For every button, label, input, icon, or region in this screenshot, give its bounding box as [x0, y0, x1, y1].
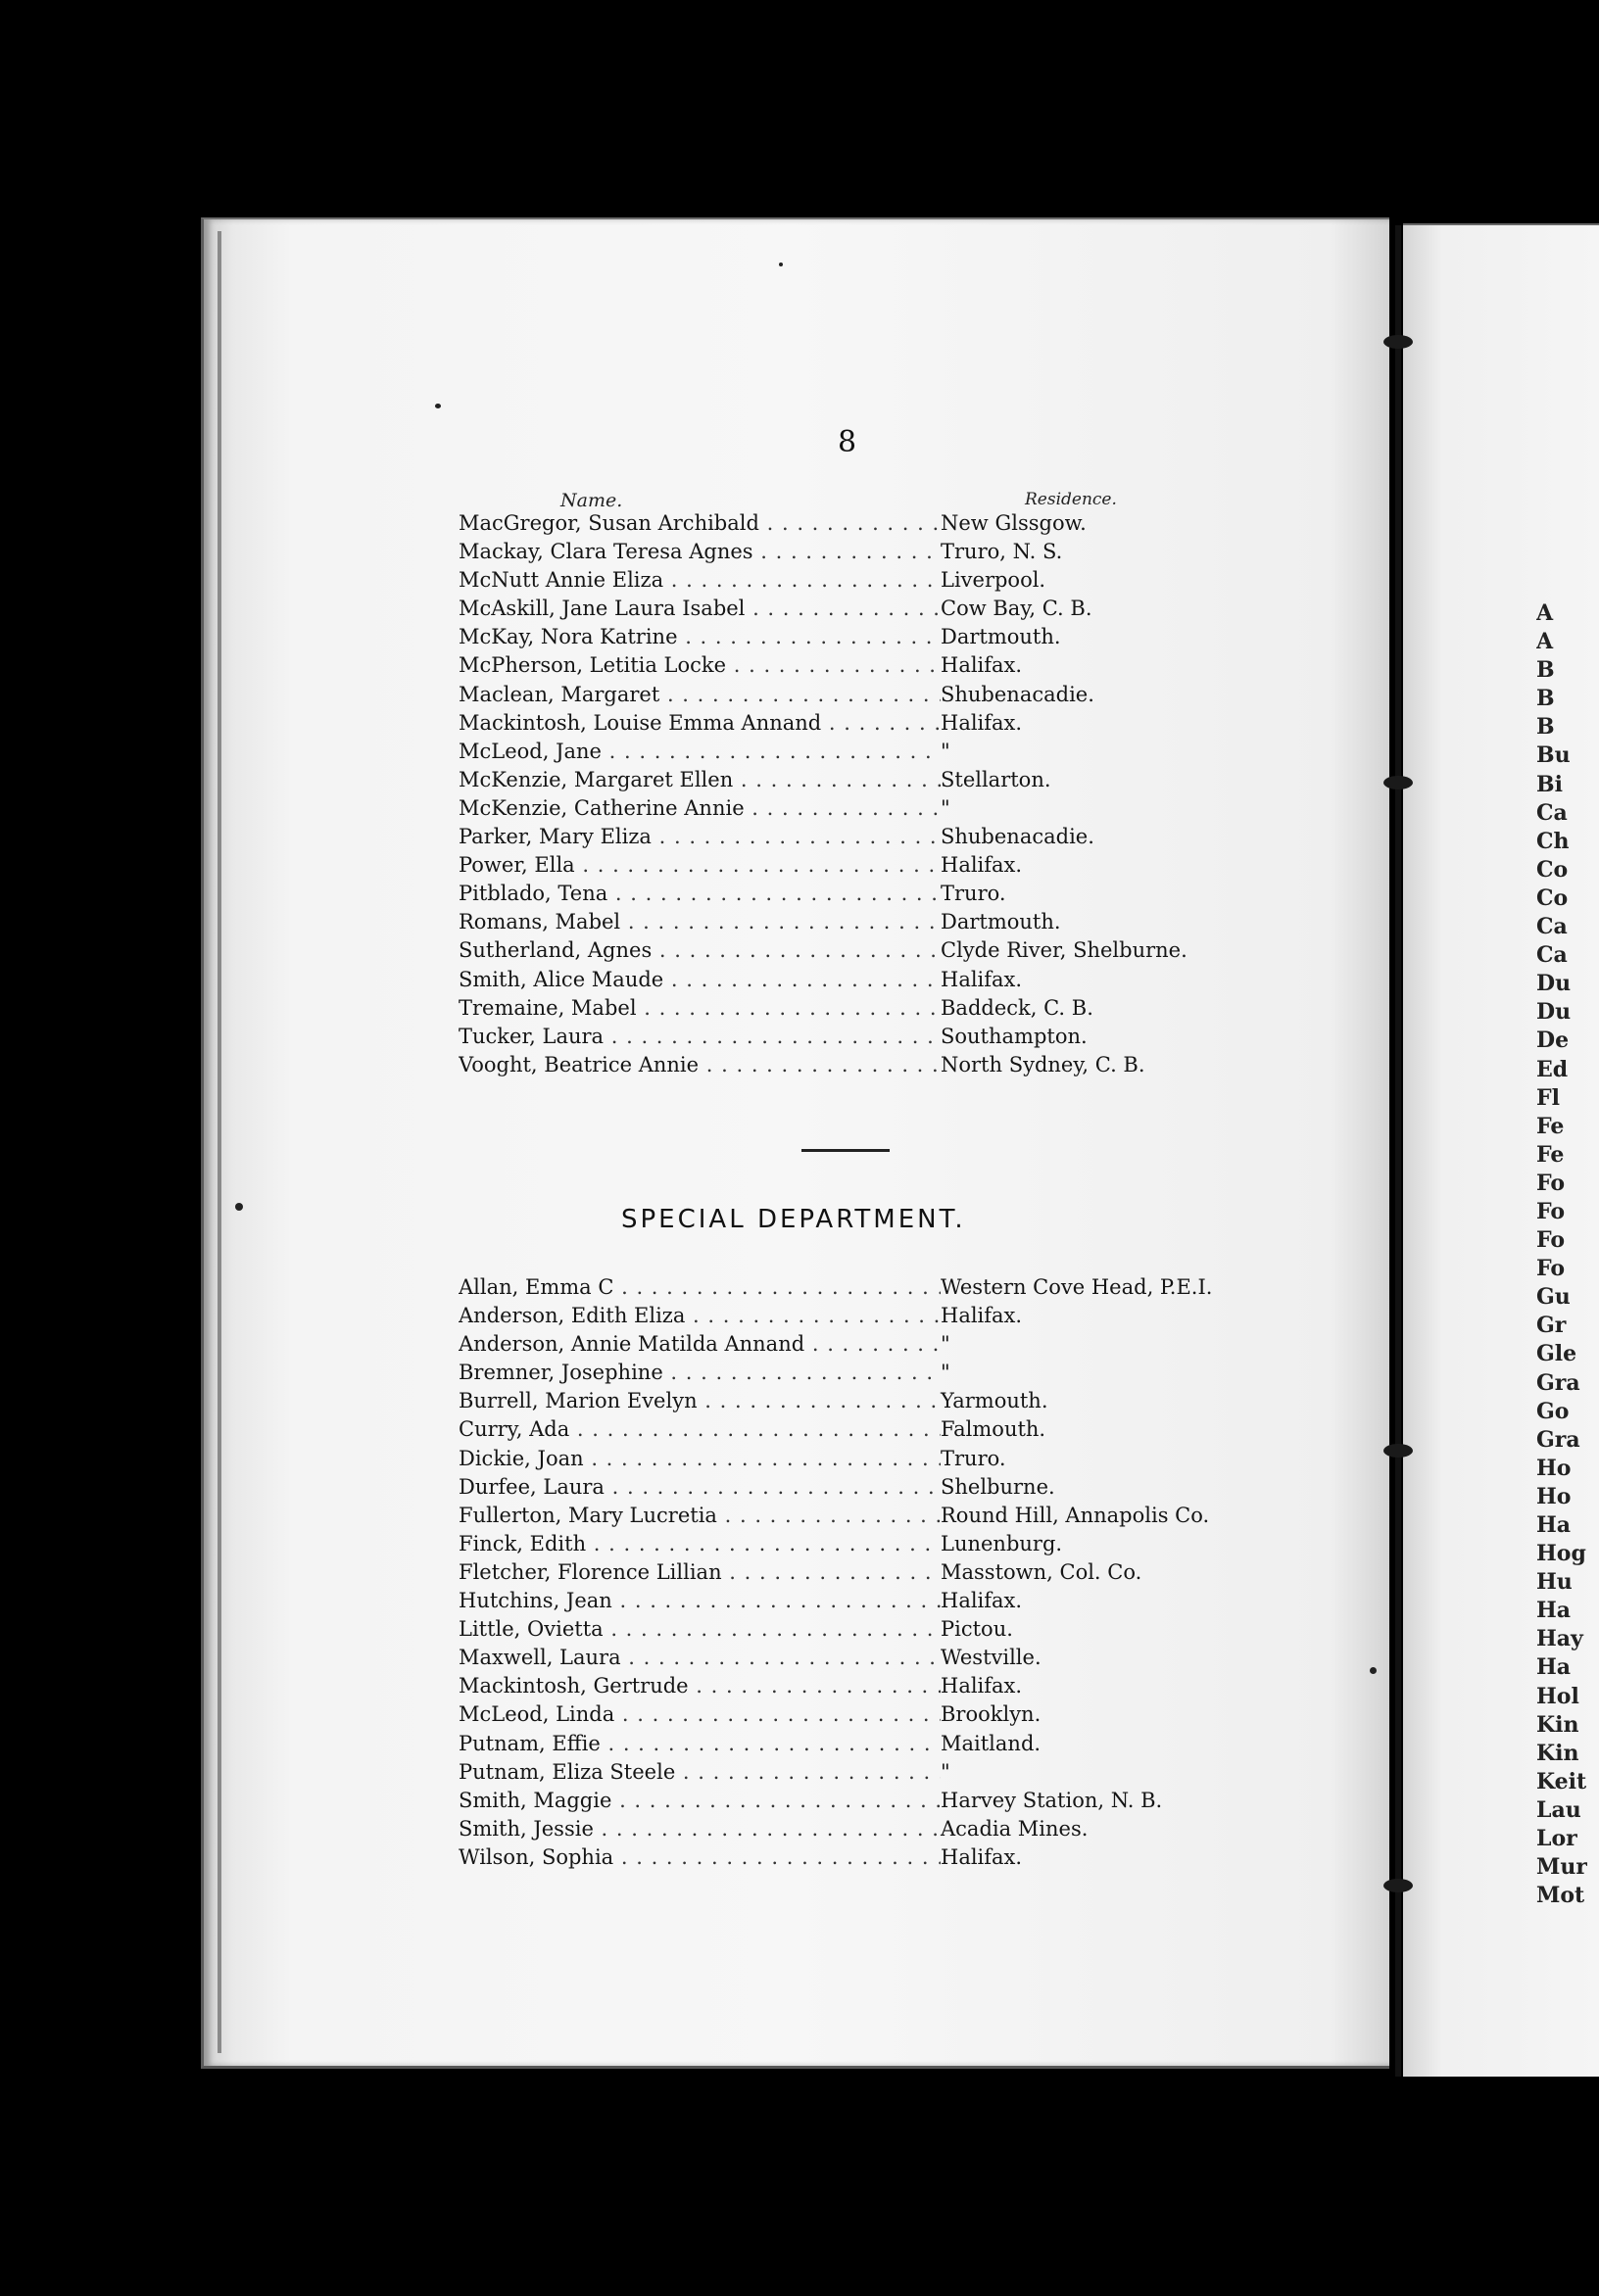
student-name-text: MacGregor, Susan Archibald — [459, 511, 759, 535]
student-name — [459, 623, 941, 651]
facing-page-fragment: Gr — [1536, 1313, 1567, 1339]
page-number: 8 — [838, 425, 857, 459]
student-name — [459, 709, 941, 738]
list-item — [459, 1359, 1212, 1387]
student-name-text: Hutchins, Jean — [459, 1589, 612, 1613]
facing-page-fragment: Fo — [1536, 1256, 1566, 1282]
student-residence: Pictou. — [941, 1617, 1013, 1642]
facing-page-fragment: Keit — [1536, 1768, 1587, 1794]
list-item — [459, 623, 1187, 651]
student-name-text: Anderson, Annie Matilda Annand — [459, 1332, 805, 1357]
facing-page-fragment: Fo — [1536, 1170, 1566, 1196]
facing-page-fragment: Bi — [1536, 771, 1563, 797]
binding-clip — [1383, 335, 1413, 349]
student-name-text: Sutherland, Agnes — [459, 938, 653, 963]
student-name — [459, 966, 941, 994]
student-residence: Dartmouth. — [941, 910, 1061, 934]
column-header-residence: Residence. — [1025, 490, 1117, 509]
student-name — [459, 908, 941, 936]
section-divider — [801, 1149, 890, 1152]
facing-page-fragment: Hu — [1536, 1569, 1573, 1596]
list-item — [459, 1023, 1187, 1051]
student-name-text: McKenzie, Margaret Ellen — [459, 767, 734, 791]
student-residence: Clyde River, Shelburne. — [941, 938, 1187, 963]
student-residence: Cow Bay, C. B. — [941, 597, 1092, 621]
facing-page-fragment: Du — [1536, 971, 1572, 997]
facing-page-fragment: Fo — [1536, 1227, 1566, 1254]
scan-speck — [1370, 1667, 1377, 1674]
student-residence: Acadia Mines. — [941, 1816, 1089, 1841]
facing-page-fragment: Ca — [1536, 799, 1568, 826]
list-item — [459, 1558, 1212, 1587]
student-name-text: Allan, Emma C — [459, 1275, 614, 1299]
column-header-name: Name. — [560, 490, 623, 511]
facing-page-fragment: Ha — [1536, 1598, 1572, 1624]
student-name-text: Dickie, Joan — [459, 1446, 584, 1470]
list-item — [459, 908, 1187, 936]
facing-page-fragment: B — [1536, 686, 1555, 712]
list-item — [459, 1672, 1212, 1700]
student-name-text: Smith, Maggie — [459, 1788, 612, 1812]
list-item — [459, 851, 1187, 880]
student-residence: Shubenacadie. — [941, 682, 1094, 706]
student-residence: Lunenburg. — [941, 1531, 1063, 1555]
student-name — [459, 1273, 941, 1302]
student-residence: Falmouth. — [941, 1417, 1046, 1442]
student-name — [459, 1587, 941, 1615]
scan-speck — [779, 263, 783, 266]
student-name-text: McPherson, Letitia Locke — [459, 653, 727, 678]
student-residence: Halifax. — [941, 967, 1023, 991]
student-name-text: Mackintosh, Gertrude — [459, 1674, 689, 1698]
student-name — [459, 1700, 941, 1729]
student-name — [459, 1359, 941, 1387]
facing-page-fragment: Fl — [1536, 1084, 1560, 1111]
student-name — [459, 738, 941, 766]
student-name-text: Little, Ovietta — [459, 1617, 604, 1642]
facing-page-fragment: Ed — [1536, 1056, 1569, 1082]
list-item — [459, 1644, 1212, 1672]
facing-page-fragment: Bu — [1536, 742, 1571, 769]
student-name-text: Parker, Mary Eliza — [459, 825, 652, 849]
student-residence: Yarmouth. — [941, 1389, 1048, 1413]
list-item — [459, 1587, 1212, 1615]
student-name-text: Bremner, Josephine — [459, 1361, 663, 1385]
student-name-text: Fletcher, Florence Lillian — [459, 1559, 722, 1584]
student-name-text: Smith, Jessie — [459, 1816, 594, 1841]
student-name — [459, 1644, 941, 1672]
student-name — [459, 766, 941, 794]
student-name-text: McKenzie, Catherine Annie — [459, 795, 745, 820]
student-residence: " — [941, 739, 950, 763]
facing-page-fragment: Kin — [1536, 1740, 1579, 1766]
facing-page-fragment: Hay — [1536, 1626, 1583, 1652]
list-item — [459, 1815, 1212, 1843]
student-name — [459, 823, 941, 851]
student-name — [459, 994, 941, 1023]
facing-page-fragment: Kin — [1536, 1711, 1579, 1738]
student-name-text: Tremaine, Mabel — [459, 995, 637, 1020]
list-item — [459, 994, 1187, 1023]
student-residence: Westville. — [941, 1646, 1042, 1670]
facing-page-fragment: Mur — [1536, 1854, 1587, 1881]
facing-page-fragment: Fe — [1536, 1141, 1565, 1168]
student-name — [459, 936, 941, 965]
student-name-text: Durfee, Laura — [459, 1474, 605, 1499]
list-item — [459, 823, 1187, 851]
student-name-text: Romans, Mabel — [459, 910, 621, 934]
facing-page-fragment: Ho — [1536, 1455, 1572, 1481]
student-residence: Harvey Station, N. B. — [941, 1788, 1163, 1812]
student-residence: Halifax. — [941, 853, 1023, 878]
student-name — [459, 681, 941, 709]
student-residence: Maitland. — [941, 1731, 1042, 1755]
list-item — [459, 1387, 1212, 1415]
list-item — [459, 566, 1187, 595]
page-edge — [218, 231, 221, 2053]
list-item — [459, 880, 1187, 908]
student-name — [459, 566, 941, 595]
student-residence: Brooklyn. — [941, 1702, 1042, 1727]
binding-spine — [1395, 225, 1401, 2077]
binding-clip — [1383, 776, 1413, 789]
list-item — [459, 1787, 1212, 1815]
facing-page-fragment: Du — [1536, 999, 1572, 1026]
student-name-text: McKay, Nora Katrine — [459, 625, 678, 649]
student-residence: " — [941, 1361, 950, 1385]
student-residence: Halifax. — [941, 1589, 1023, 1613]
student-name-text: Burrell, Marion Evelyn — [459, 1389, 698, 1413]
facing-page-fragment: Ca — [1536, 914, 1568, 940]
facing-page-fragment: Gra — [1536, 1369, 1580, 1396]
list-item — [459, 1730, 1212, 1758]
student-name — [459, 1758, 941, 1787]
student-name — [459, 1023, 941, 1051]
facing-page-fragment: Co — [1536, 856, 1569, 883]
facing-page-fragment: Ch — [1536, 828, 1570, 854]
student-name — [459, 595, 941, 623]
student-residence: New Glssgow. — [941, 511, 1087, 535]
student-name-text: McNutt Annie Eliza — [459, 568, 664, 593]
student-residence: Stellarton. — [941, 767, 1051, 791]
list-item — [459, 738, 1187, 766]
facing-page-fragment: Ho — [1536, 1483, 1572, 1509]
facing-page-fragment: Gra — [1536, 1426, 1580, 1453]
facing-page-fragment: Gu — [1536, 1284, 1571, 1311]
facing-page-fragment: A — [1536, 629, 1554, 655]
facing-page-fragment: Hol — [1536, 1683, 1579, 1709]
student-name — [459, 1730, 941, 1758]
student-name — [459, 1415, 941, 1444]
list-item — [459, 1502, 1212, 1530]
student-name-text: Fullerton, Mary Lucretia — [459, 1503, 717, 1527]
facing-page-fragment: Co — [1536, 885, 1569, 911]
facing-page-fragment: Mot — [1536, 1883, 1585, 1909]
student-name — [459, 1387, 941, 1415]
student-residence: Halifax. — [941, 1844, 1023, 1869]
list-item — [459, 595, 1187, 623]
student-name — [459, 1558, 941, 1587]
scan-speck — [235, 1203, 243, 1211]
student-residence: Southampton. — [941, 1024, 1088, 1048]
student-name-text: Wilson, Sophia — [459, 1844, 614, 1869]
student-residence: Liverpool. — [941, 568, 1046, 593]
facing-page-fragment: Go — [1536, 1398, 1570, 1424]
student-name — [459, 794, 941, 823]
student-residence: " — [941, 795, 950, 820]
student-residence: Halifax. — [941, 710, 1023, 735]
facing-page-fragment: De — [1536, 1028, 1570, 1054]
list-item — [459, 794, 1187, 823]
facing-page-fragment: Fo — [1536, 1198, 1566, 1224]
student-name-text: Pitblado, Tena — [459, 882, 608, 906]
student-name-text: Maclean, Margaret — [459, 682, 660, 706]
student-name — [459, 1330, 941, 1359]
list-item — [459, 1473, 1212, 1502]
list-item — [459, 538, 1187, 566]
list-item — [459, 681, 1187, 709]
student-residence: " — [941, 1332, 950, 1357]
student-name-text: Maxwell, Laura — [459, 1646, 621, 1670]
student-name-text: Vooght, Beatrice Annie — [459, 1052, 700, 1076]
list-item — [459, 1302, 1212, 1330]
student-residence: " — [941, 1759, 950, 1784]
list-item — [459, 1445, 1212, 1473]
student-residence: Halifax. — [941, 653, 1023, 678]
list-item — [459, 966, 1187, 994]
list-item — [459, 1758, 1212, 1787]
list-item — [459, 1273, 1212, 1302]
facing-page-fragment: A — [1536, 600, 1554, 626]
list-item — [459, 766, 1187, 794]
student-residence: Round Hill, Annapolis Co. — [941, 1503, 1210, 1527]
student-name — [459, 651, 941, 680]
student-list — [459, 509, 1187, 1079]
list-item — [459, 509, 1187, 538]
student-name — [459, 1473, 941, 1502]
student-name — [459, 1672, 941, 1700]
list-item — [459, 1700, 1212, 1729]
student-name-text: Mackintosh, Louise Emma Annand — [459, 710, 822, 735]
facing-page-fragment: B — [1536, 657, 1555, 684]
facing-page-fragment: Gle — [1536, 1341, 1577, 1367]
student-name-text: McLeod, Linda — [459, 1702, 615, 1727]
student-name — [459, 1445, 941, 1473]
student-residence: Halifax. — [941, 1304, 1023, 1328]
facing-page-fragment: Hog — [1536, 1541, 1586, 1567]
student-residence: Shelburne. — [941, 1474, 1055, 1499]
binding-clip — [1383, 1879, 1413, 1892]
list-item — [459, 1330, 1212, 1359]
student-name-text: Power, Ella — [459, 853, 575, 878]
list-item — [459, 1415, 1212, 1444]
list-item — [459, 1843, 1212, 1872]
student-name — [459, 538, 941, 566]
student-name — [459, 1787, 941, 1815]
facing-page-fragment: Ha — [1536, 1512, 1572, 1538]
student-name — [459, 1843, 941, 1872]
section-title: SPECIAL DEPARTMENT. — [621, 1205, 966, 1234]
list-item — [459, 1615, 1212, 1644]
scan-speck — [435, 404, 441, 408]
list-item — [459, 1530, 1212, 1558]
student-name-text: Anderson, Edith Eliza — [459, 1304, 686, 1328]
student-residence: Truro. — [941, 882, 1006, 906]
student-name-text: Curry, Ada — [459, 1417, 570, 1442]
facing-page-fragment: B — [1536, 714, 1555, 741]
student-name-text: Mackay, Clara Teresa Agnes — [459, 540, 753, 564]
student-residence: Dartmouth. — [941, 625, 1061, 649]
student-name — [459, 509, 941, 538]
student-residence: Shubenacadie. — [941, 825, 1094, 849]
facing-page-fragment: Ca — [1536, 942, 1568, 969]
facing-page-fragment: Lor — [1536, 1826, 1577, 1852]
student-name — [459, 851, 941, 880]
student-residence: North Sydney, C. B. — [941, 1052, 1145, 1076]
special-department-list — [459, 1273, 1212, 1872]
list-item — [459, 709, 1187, 738]
list-item — [459, 651, 1187, 680]
student-residence: Western Cove Head, P.E.I. — [941, 1275, 1213, 1299]
student-name-text: Tucker, Laura — [459, 1024, 605, 1048]
student-name — [459, 1615, 941, 1644]
student-name — [459, 1530, 941, 1558]
facing-page-fragment: Lau — [1536, 1796, 1581, 1823]
student-name-text: Putnam, Effie — [459, 1731, 601, 1755]
student-name — [459, 1502, 941, 1530]
list-item — [459, 936, 1187, 965]
student-name-text: McAskill, Jane Laura Isabel — [459, 597, 746, 621]
student-residence: Halifax. — [941, 1674, 1023, 1698]
student-residence: Truro. — [941, 1446, 1006, 1470]
facing-page-name-fragments — [1536, 599, 1587, 1910]
student-residence: Masstown, Col. Co. — [941, 1559, 1142, 1584]
student-name-text: Finck, Edith — [459, 1531, 587, 1555]
facing-page-fragment: Ha — [1536, 1654, 1572, 1681]
list-item — [459, 1051, 1187, 1079]
student-residence: Truro, N. S. — [941, 540, 1063, 564]
facing-page-fragment: Fe — [1536, 1113, 1565, 1139]
student-name — [459, 1302, 941, 1330]
student-name-text: Smith, Alice Maude — [459, 967, 664, 991]
student-name — [459, 1815, 941, 1843]
student-residence: Baddeck, C. B. — [941, 995, 1093, 1020]
student-name-text: McLeod, Jane — [459, 739, 602, 763]
student-name-text: Putnam, Eliza Steele — [459, 1759, 676, 1784]
student-name — [459, 880, 941, 908]
binding-clip — [1383, 1444, 1413, 1458]
student-name — [459, 1051, 941, 1079]
